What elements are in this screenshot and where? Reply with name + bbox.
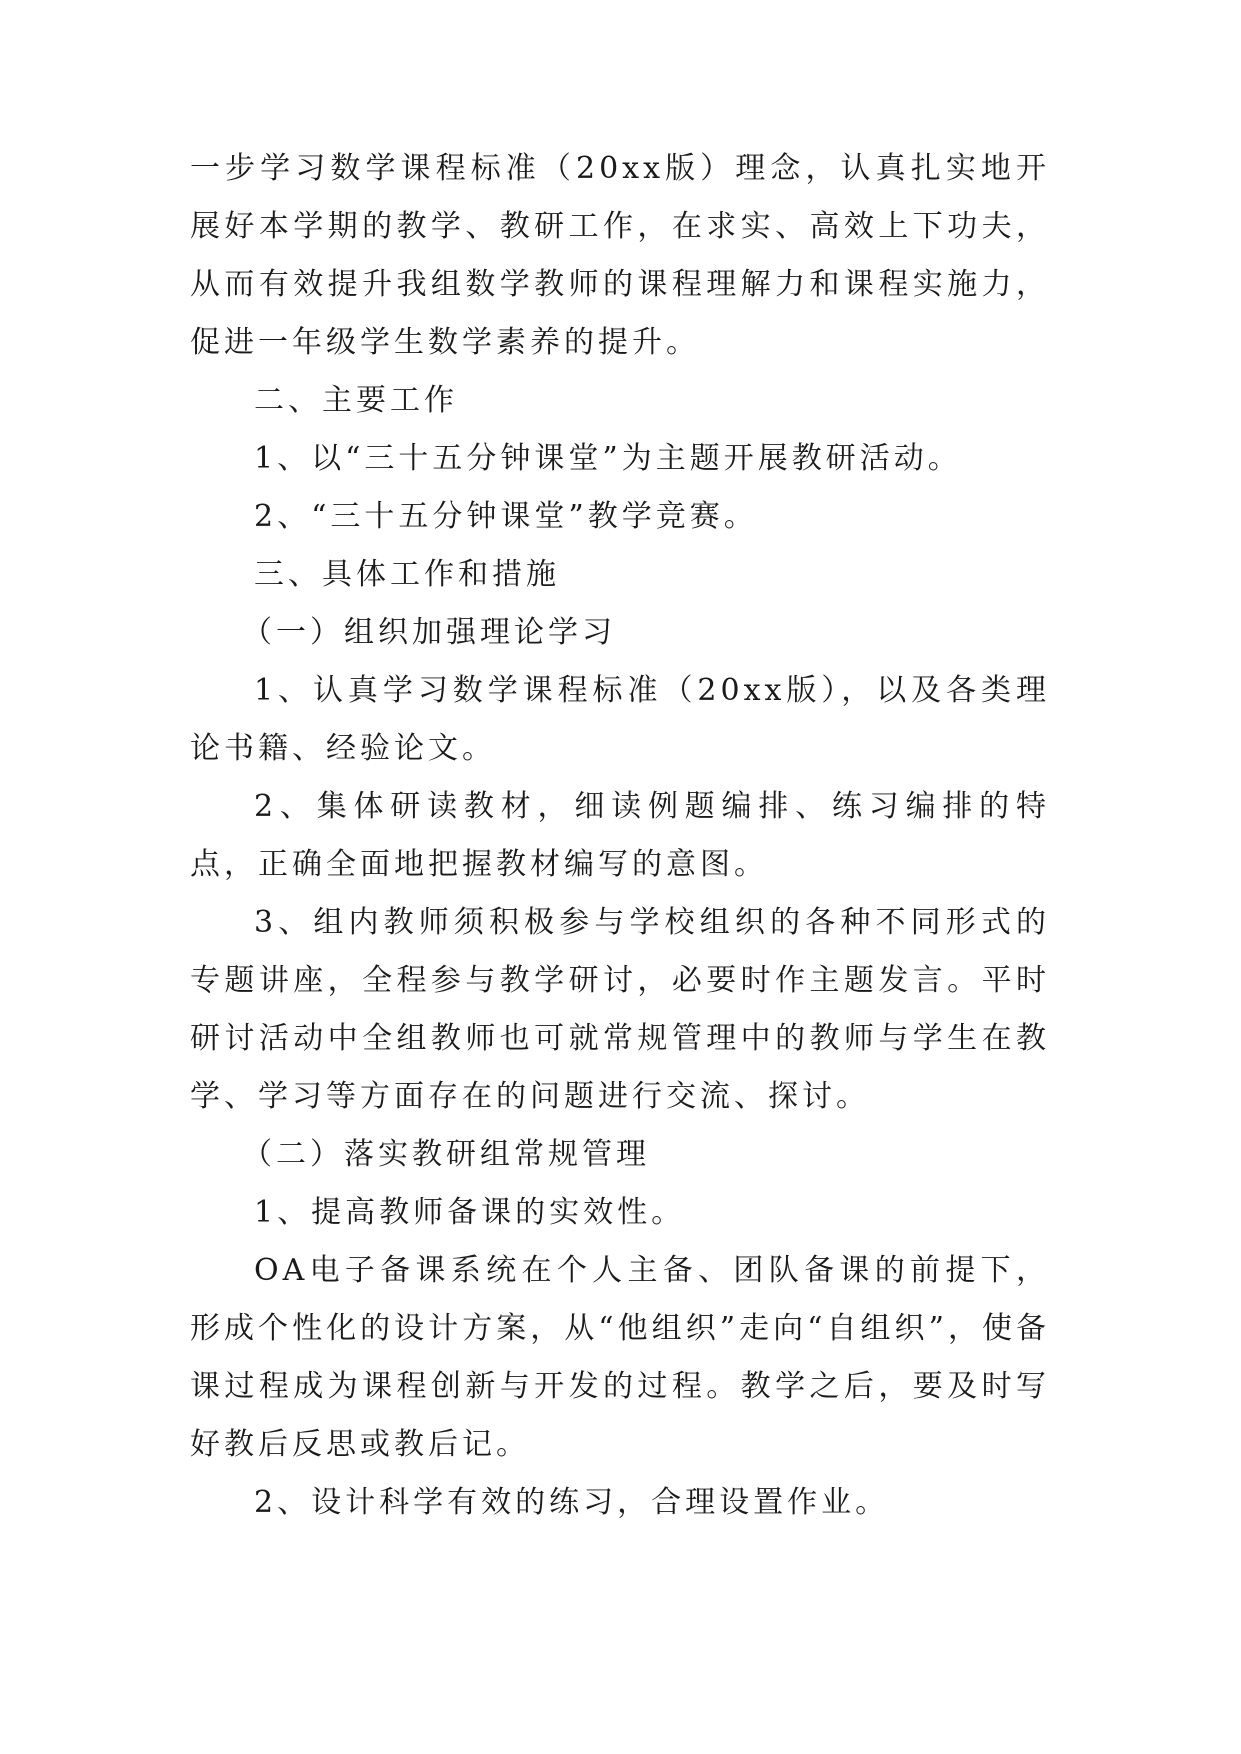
heading-main-work: 二、主要工作	[254, 383, 458, 418]
subheading-routine-management: （二）落实教研组常规管理	[242, 1137, 650, 1172]
subheading-theory-study: （一）组织加强理论学习	[242, 615, 616, 650]
list-item-routine-2: 2、设计科学有效的练习，合理设置作业。	[254, 1485, 890, 1520]
document-page	[190, 140, 1050, 1532]
list-item-routine-1: 1、提高教师备课的实效性。	[254, 1195, 686, 1230]
list-item-theory-1: 1、认真学习数学课程标准（20xx版），以及各类理论书籍、经验论文。	[190, 673, 1050, 766]
list-item-work-1: 1、以“三十五分钟课堂”为主题开展教研活动。	[254, 441, 962, 476]
list-item-theory-2: 2、集体研读教材，细读例题编排、练习编排的特点，正确全面地把握教材编写的意图。	[190, 789, 1050, 882]
list-item-work-2: 2、“三十五分钟课堂”教学竞赛。	[254, 499, 758, 534]
paragraph-oa-system: OA电子备课系统在个人主备、团队备课的前提下，形成个性化的设计方案，从“他组织”走向“自组织”，使备课过程成为课程创新与开发的过程。教学之后，要及时写好教后反思或教后记。	[190, 1253, 1050, 1462]
paragraph-intro: 一步学习数学课程标准（20xx版）理念，认真扎实地开展好本学期的教学、教研工作，在求实、高效上下功夫，从而有效提升我组数学教师的课程理解力和课程实施力，促进一年级学生数学素养的提升。	[190, 151, 1050, 360]
list-item-theory-3: 3、组内教师须积极参与学校组织的各种不同形式的专题讲座，全程参与教学研讨，必要时作主题发言。平时研讨活动中全组教师也可就常规管理中的教师与学生在教学、学习等方面存在的问题进行交流、探讨。	[190, 905, 1050, 1114]
heading-measures: 三、具体工作和措施	[254, 557, 560, 592]
